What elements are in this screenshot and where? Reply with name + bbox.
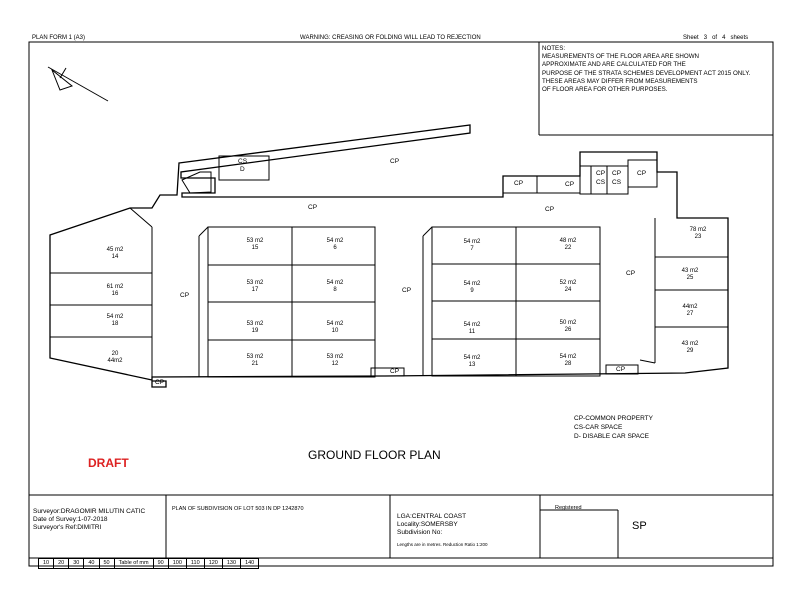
warning-text: WARNING: CREASING OR FOLDING WILL LEAD TO REJECTION	[300, 35, 481, 41]
unit-9: 54 m2 9	[463, 281, 481, 294]
survey-date: Date of Survey:1-07-2018	[33, 516, 108, 523]
legend-item: CP-COMMON PROPERTY	[574, 415, 653, 422]
lga: LGA:CENTRAL COAST	[397, 513, 467, 520]
cs-label: CS	[596, 179, 606, 186]
scale-tick: 140	[245, 560, 255, 566]
cp-label: CP	[308, 204, 318, 211]
unit-7: 54 m2 7	[463, 239, 481, 252]
cp-label: CP	[402, 287, 412, 294]
unit-14: 45 m2 14	[106, 247, 124, 260]
scale-tick: 120	[205, 559, 223, 568]
cp-label: CP	[390, 158, 400, 165]
unit-29: 43 m2 29	[681, 341, 699, 354]
surveyor-name: Surveyor:DRAGOMIR MILUTIN CATIC	[33, 508, 146, 515]
unit-25: 43 m2 25	[681, 268, 699, 281]
unit-10: 54 m2 10	[326, 321, 344, 334]
surveyor-info	[33, 508, 145, 532]
cp-label: CP	[180, 292, 190, 299]
scale-tick: 20	[54, 559, 69, 568]
unit-18: 54 m2 18	[106, 314, 124, 327]
cs-label: CS	[612, 179, 622, 186]
unit-19: 53 m2 19	[246, 321, 264, 334]
cp-label: CP	[390, 368, 400, 375]
draft-stamp: DRAFT	[88, 456, 129, 470]
unit-28: 54 m2 28	[559, 354, 577, 367]
plan-title: GROUND FLOOR PLAN	[308, 448, 441, 462]
sp-label: SP	[632, 520, 647, 532]
cp-label: CP	[616, 366, 626, 373]
plan-form-label: PLAN FORM 1 (A3)	[32, 35, 86, 41]
legend-item: D- DISABLE CAR SPACE	[574, 433, 650, 440]
sheets-word: sheets	[730, 35, 749, 41]
scale-tick: 100	[169, 559, 187, 568]
subdivision-no: Subdivision No:	[397, 529, 443, 536]
notes-line: OF FLOOR AREA FOR OTHER PURPOSES.	[542, 86, 668, 94]
unit-8: 54 m2 8	[326, 280, 344, 293]
cp-label: CP	[612, 170, 622, 177]
unit-17: 53 m2 17	[246, 280, 264, 293]
sheet-word: Sheet	[683, 35, 699, 41]
unit-24: 52 m2 24	[559, 280, 577, 293]
notes-line: APPROXIMATE AND ARE CALCULATED FOR THE	[542, 61, 686, 69]
scale-tick: 30	[69, 559, 84, 568]
unit-21: 53 m2 21	[246, 354, 264, 367]
cs-label: CS	[238, 158, 248, 165]
cp-label: CP	[155, 379, 165, 386]
unit-20: 20 44m2	[107, 351, 123, 364]
scale-tick: 50	[100, 559, 115, 568]
registered-label: Registered	[555, 505, 582, 511]
legend-item: CS-CAR SPACE	[574, 424, 623, 431]
plan-of-text: PLAN OF SUBDIVISION OF LOT 503 IN DP 1242870	[172, 506, 304, 512]
cp-label: CP	[637, 170, 647, 177]
unit-13: 54 m2 13	[463, 355, 481, 368]
locality: Locality:SOMERSBY	[397, 521, 458, 528]
notes-line: PURPOSE OF THE STRATA SCHEMES DEVELOPMENT ACT 2015 ONLY.	[542, 69, 751, 77]
notes-line: MEASUREMENTS OF THE FLOOR AREA ARE SHOWN	[542, 53, 700, 61]
cp-label: CP	[514, 180, 524, 187]
unit-26: 50 m2 26	[559, 320, 577, 333]
lengths-note: Lengths are in metres. Reduction Ratio 1:200	[397, 542, 488, 547]
scale-tick: 10	[39, 559, 54, 568]
sheet-total: 4	[722, 35, 726, 41]
disabled-space-label: D	[240, 166, 245, 173]
scale-tick: 110	[187, 559, 205, 568]
sheet-number: 3	[703, 35, 708, 41]
unit-12: 53 m2 12	[326, 354, 344, 367]
scale-tick: 40	[84, 559, 99, 568]
cp-label: CP	[545, 206, 555, 213]
scale-tick: Table of mm	[115, 559, 154, 568]
cp-label: CP	[565, 181, 575, 188]
unit-11: 54 m2 11	[463, 322, 481, 335]
cp-label: CP	[626, 270, 636, 277]
unit-23: 78 m2 23	[689, 227, 707, 240]
cp-label: CP	[596, 170, 606, 177]
surveyor-ref: Surveyor's Ref:DIMITRI	[33, 524, 102, 531]
scale-tick: 90	[154, 559, 169, 568]
unit-6: 54 m2 6	[326, 238, 344, 251]
unit-15: 53 m2 15	[246, 238, 264, 251]
scale-bar	[38, 558, 259, 569]
notes-line: THESE AREAS MAY DIFFER FROM MEASUREMENTS	[542, 77, 698, 85]
scale-tick: 130	[223, 559, 241, 568]
notes-title: NOTES:	[542, 45, 566, 52]
of-word: of	[712, 35, 718, 41]
unit-16: 61 m2 16	[106, 284, 124, 297]
unit-27: 44m2 27	[682, 304, 698, 317]
unit-22: 48 m2 22	[559, 238, 577, 251]
lga-info	[397, 513, 466, 537]
